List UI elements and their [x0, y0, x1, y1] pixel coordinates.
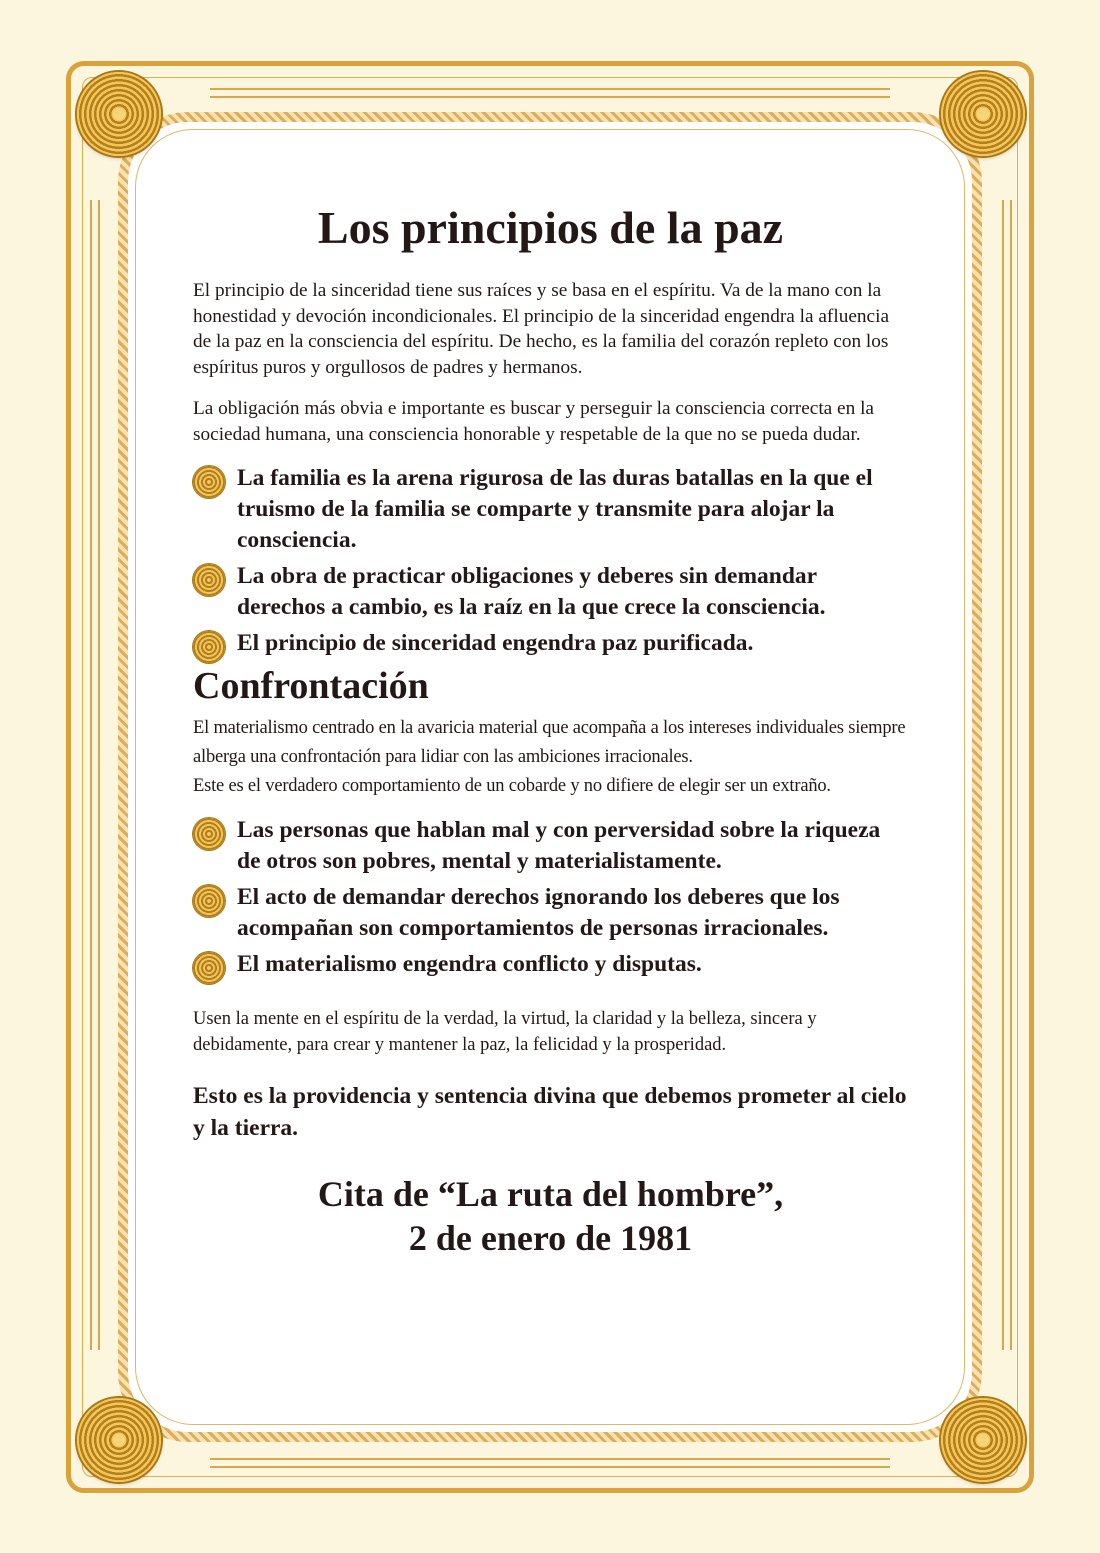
list-item-text: La familia es la arena rigurosa de las duras batallas en la que el truismo de la familia se comparte y transmite para alojar la consciencia. — [237, 465, 873, 553]
confrontation-paragraph: El materialismo centrado en la avaricia material que acompaña a los intereses individuales siempre alberga una confrontación para lidiar con las ambiciones irracionales. — [193, 718, 906, 767]
citation-date: 2 de enero de 1981 — [408, 1218, 693, 1258]
corner-medallion-icon — [941, 1398, 1025, 1482]
list-item-text: Las personas que hablan mal y con perversidad sobre la riqueza de otros son pobres, mental y materialistamente. — [237, 817, 881, 874]
top-ornament-line — [210, 88, 890, 90]
corner-medallion-icon — [77, 1398, 161, 1482]
right-ornament-line — [1002, 200, 1004, 1350]
gold-medallion-bullet-icon — [193, 564, 225, 596]
gold-medallion-bullet-icon — [193, 952, 225, 984]
confrontation-paragraph: Este es el verdadero comportamiento de un cobarde y no difiere de elegir ser un extraño. — [193, 776, 831, 796]
gold-medallion-bullet-icon — [193, 631, 225, 663]
gold-medallion-bullet-icon — [193, 885, 225, 917]
list-item-text: El materialismo engendra conflicto y disputas. — [237, 951, 702, 977]
list-item — [193, 949, 908, 980]
closing-paragraph: Usen la mente en el espíritu de la verdad, la virtud, la claridad y la belleza, sincera y debidamente, para crear y mantener la paz, la felicidad y la prosperidad. — [193, 1009, 817, 1055]
list-item-text: El principio de sinceridad engendra paz purificada. — [237, 630, 754, 656]
section-heading: Confrontación — [193, 665, 429, 707]
peace-principles-list — [193, 463, 908, 659]
corner-medallion-icon — [77, 72, 161, 156]
right-ornament-line-2 — [1010, 200, 1012, 1350]
bottom-ornament-line-2 — [210, 1466, 890, 1468]
page-title: Los principios de la paz — [317, 202, 784, 253]
left-ornament-line-2 — [98, 200, 100, 1350]
intro-paragraph: El principio de la sinceridad tiene sus raíces y se basa en el espíritu. Va de la mano con la honestidad y devoción incondicionales. El principio de la sinceridad engendra la afluencia de la paz en la consciencia del espíritu. De hecho, es la familia del corazón repleto con los espíritus puros y orgullosos de padres y hermanos. — [193, 280, 890, 378]
top-ornament-line-2 — [210, 96, 890, 98]
list-item — [193, 463, 908, 556]
citation — [193, 1172, 908, 1260]
intro-paragraph: La obligación más obvia e importante es buscar y perseguir la consciencia correcta en la sociedad humana, una consciencia honorable y respetable de la que no se pueda dudar. — [193, 398, 874, 445]
gold-medallion-bullet-icon — [193, 466, 225, 498]
list-item — [193, 882, 908, 944]
list-item — [193, 628, 908, 659]
list-item — [193, 561, 908, 623]
list-item-text: La obra de practicar obligaciones y deberes sin demandar derechos a cambio, es la raíz en la que crece la consciencia. — [237, 563, 826, 620]
confrontation-list — [193, 815, 908, 980]
gold-medallion-bullet-icon — [193, 818, 225, 850]
citation-source: Cita de “La ruta del hombre”, — [317, 1174, 784, 1214]
list-item-text: El acto de demandar derechos ignorando los deberes que los acompañan son comportamientos de personas irracionales. — [237, 884, 840, 941]
closing-statement: Esto es la providencia y sentencia divina que debemos prometer al cielo y la tierra. — [193, 1083, 907, 1141]
list-item — [193, 815, 908, 877]
corner-medallion-icon — [941, 72, 1025, 156]
document-content — [193, 200, 908, 1260]
bottom-ornament-line — [210, 1458, 890, 1460]
left-ornament-line — [90, 200, 92, 1350]
